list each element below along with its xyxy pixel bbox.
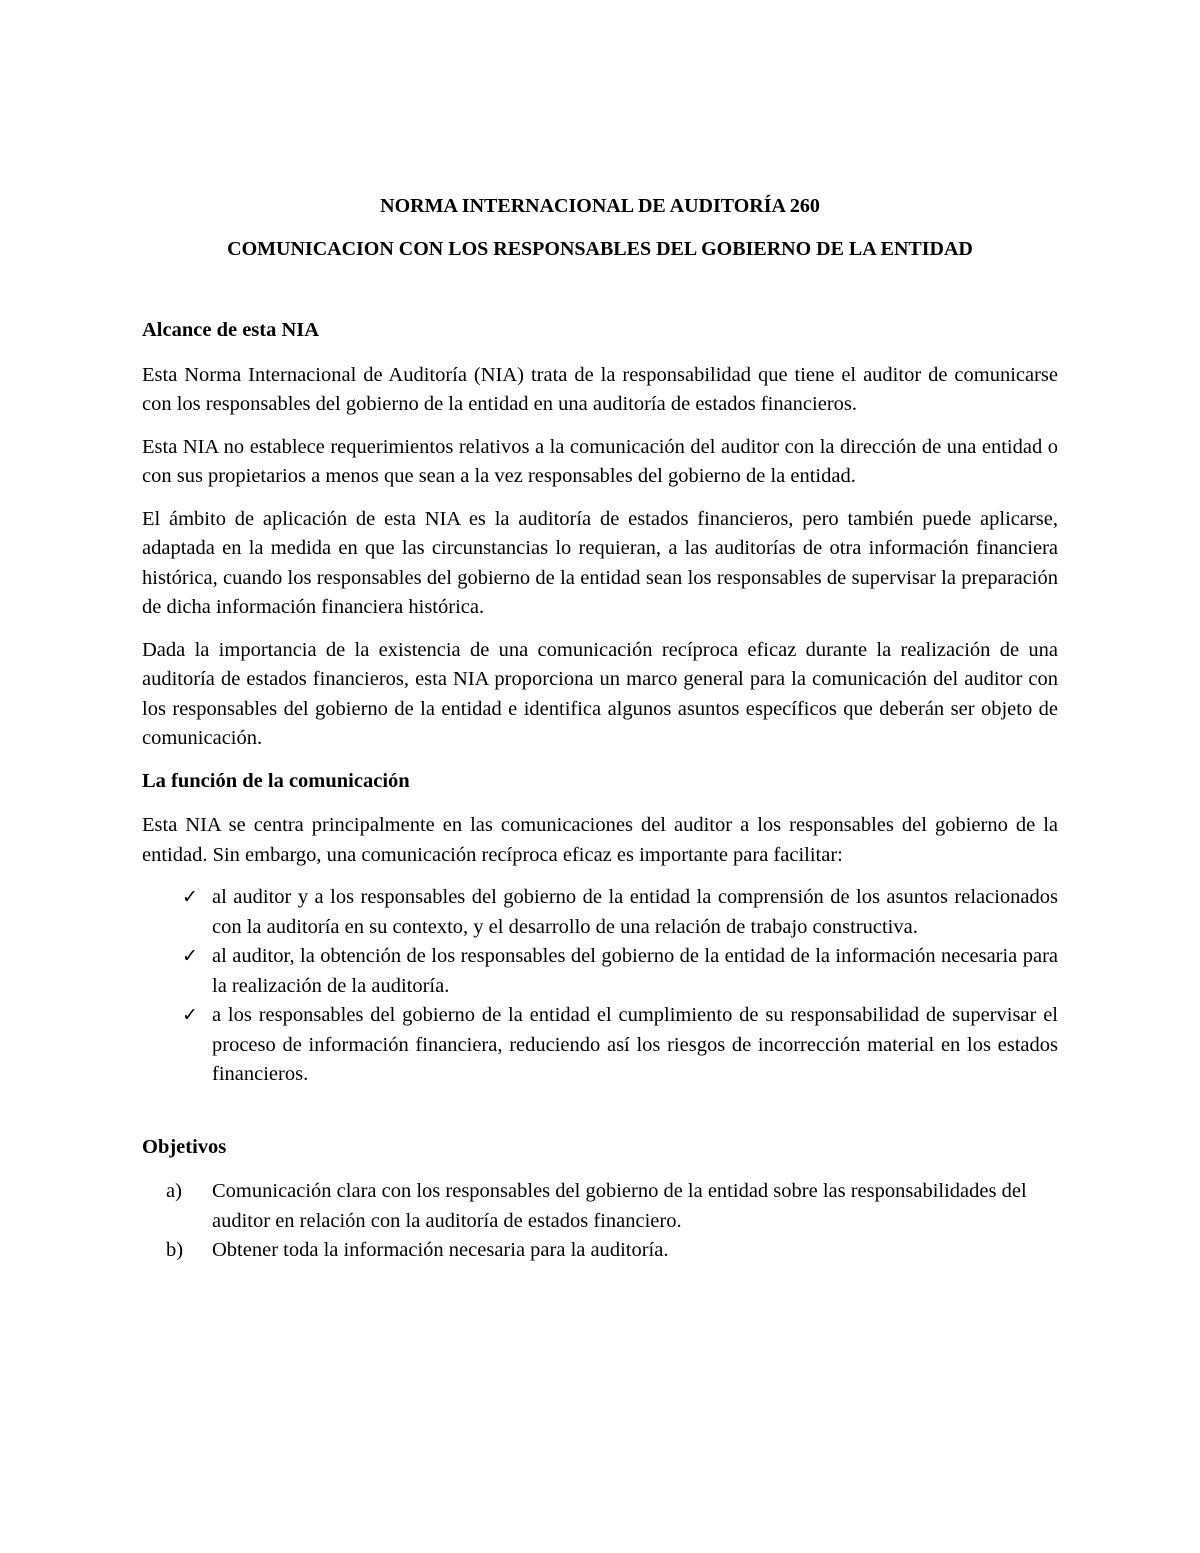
paragraph: Dada la importancia de la existencia de una comunicación recíproca eficaz durante la realización de una auditoría de estados financieros, esta NIA proporciona un marco general para la comunicación del auditor con los responsables del gobierno de la entidad e identifica algunos asuntos específicos que deberán ser objeto de comunicación. bbox=[142, 638, 1058, 749]
checkmark-icon: ✓ bbox=[182, 945, 198, 967]
paragraph: El ámbito de aplicación de esta NIA es la auditoría de estados financieros, pero también puede aplicarse, adaptada en la medida en que las circunstancias lo requieran, a las auditorías de otra información financiera histórica, cuando los responsables del gobierno de la entidad sean los responsables de supervisar la preparación de dicha información financiera histórica. bbox=[142, 507, 1058, 618]
document-title: NORMA INTERNACIONAL DE AUDITORÍA 260 bbox=[380, 195, 820, 217]
list-item-letter: b) bbox=[166, 1239, 184, 1261]
list-item bbox=[142, 942, 1058, 1001]
section-funcion bbox=[142, 767, 1058, 1090]
section-heading-objetivos: Objetivos bbox=[142, 1135, 227, 1158]
section-alcance bbox=[142, 316, 1058, 754]
section-heading-alcance: Alcance de esta NIA bbox=[142, 319, 320, 341]
list-item bbox=[142, 1177, 1058, 1236]
list-item-text: al auditor, la obtención de los responsables del gobierno de la entidad de la información necesaria para la realización de la auditoría. bbox=[212, 945, 1058, 997]
list-item bbox=[142, 883, 1058, 942]
document-page bbox=[142, 192, 1058, 1266]
list-item-text: a los responsables del gobierno de la entidad el cumplimiento de su responsabilidad de supervisar el proceso de información financiera, reduciendo así los riesgos de incorrección material en los estados financieros. bbox=[212, 1004, 1058, 1085]
list-item bbox=[142, 1001, 1058, 1090]
paragraph: Esta NIA no establece requerimientos relativos a la comunicación del auditor con la dirección de una entidad o con sus propietarios a menos que sean a la vez responsables del gobierno de la entidad. bbox=[142, 435, 1058, 487]
list-item-text: al auditor y a los responsables del gobierno de la entidad la comprensión de los asuntos relacionados con la auditoría en su contexto, y el desarrollo de una relación de trabajo constructiva. bbox=[212, 886, 1058, 938]
paragraph: Esta Norma Internacional de Auditoría (NIA) trata de la responsabilidad que tiene el auditor de comunicarse con los responsables del gobierno de la entidad en una auditoría de estados financieros. bbox=[142, 363, 1058, 415]
section-objetivos bbox=[142, 1133, 1058, 1266]
list-item-text: Comunicación clara con los responsables del gobierno de la entidad sobre las responsabilidades del auditor en relación con la auditoría de estados financiero. bbox=[212, 1180, 1027, 1232]
paragraph: Esta NIA se centra principalmente en las comunicaciones del auditor a los responsables del gobierno de la entidad. Sin embargo, una comunicación recíproca eficaz es importante para facilitar: bbox=[142, 814, 1058, 866]
objectives-list bbox=[142, 1177, 1058, 1266]
list-item-text: Obtener toda la información necesaria para la auditoría. bbox=[212, 1239, 669, 1261]
checklist bbox=[142, 883, 1058, 1090]
document-subtitle: COMUNICACION CON LOS RESPONSABLES DEL GOBIERNO DE LA ENTIDAD bbox=[227, 237, 973, 260]
checkmark-icon: ✓ bbox=[182, 1004, 198, 1026]
checkmark-icon: ✓ bbox=[182, 886, 198, 908]
spacer bbox=[142, 1090, 1058, 1133]
list-item bbox=[142, 1236, 1058, 1266]
section-heading-funcion: La función de la comunicación bbox=[142, 769, 410, 792]
list-item-letter: a) bbox=[166, 1180, 182, 1202]
